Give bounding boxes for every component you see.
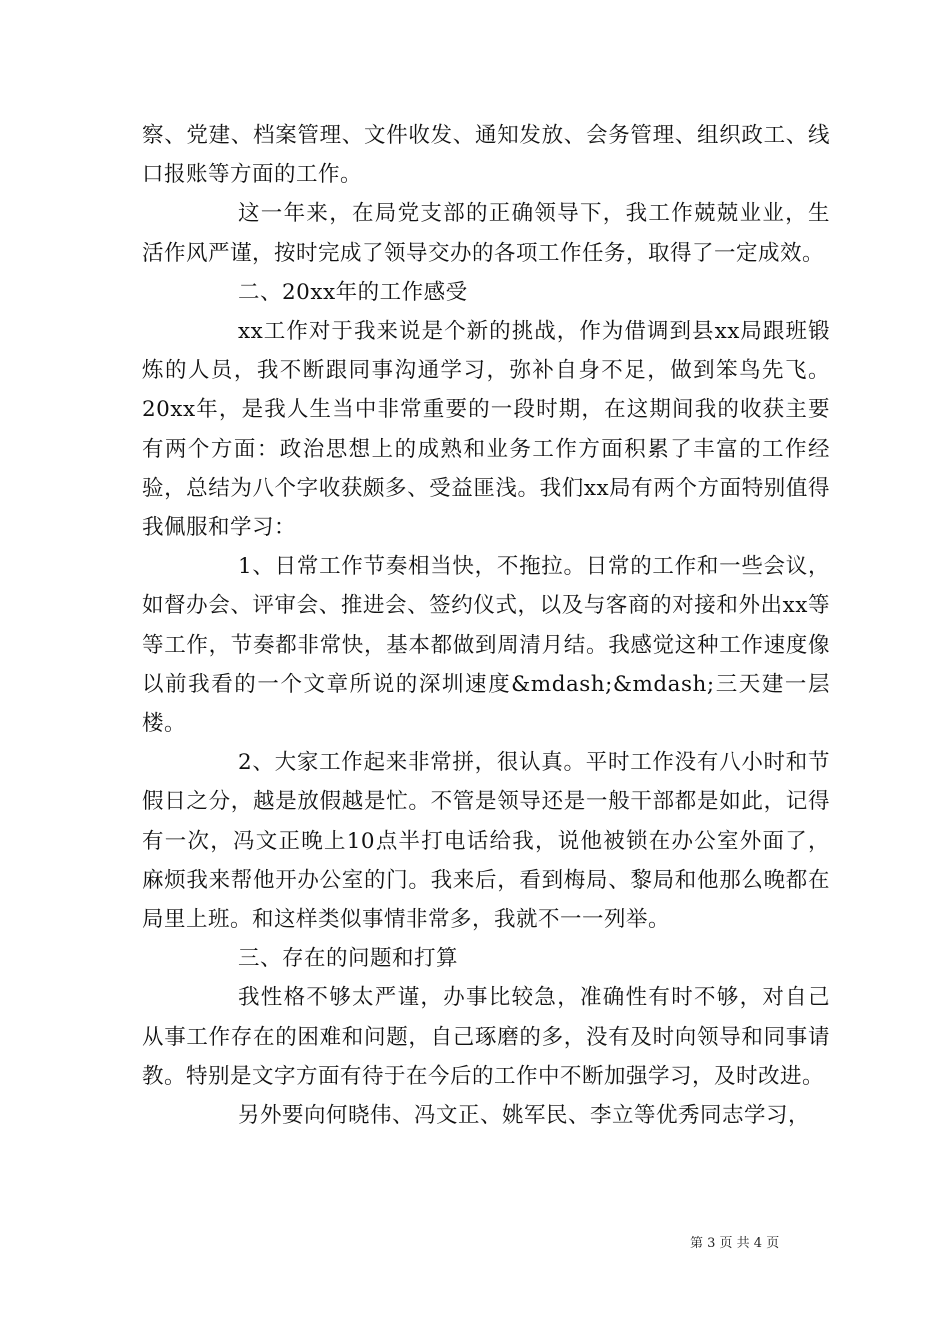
page-number-footer: 第 3 页 共 4 页 <box>690 1236 780 1251</box>
paragraph-2: 这一年来，在局党支部的正确领导下，我工作兢兢业业，生活作风严谨，按时完成了领导交办的各项工作任务，取得了一定成效。 <box>142 201 830 266</box>
paragraph-5: 2、大家工作起来非常拼，很认真。平时工作没有八小时和节假日之分，越是放假越是忙。不管是领导还是一般干部都是如此，记得有一次，冯文正晚上10点半打电话给我，说他被锁在办公室外面了，麻烦我来帮他开办公室的门。我来后，看到梅局、黎局和他那么晚都在局里上班。和这样类似事情非常多，我就不一一列举。 <box>142 750 830 933</box>
paragraph-7: 另外要向何晓伟、冯文正、姚军民、李立等优秀同志学习， <box>238 1103 811 1129</box>
paragraph-4: 1、日常工作节奏相当快，不拖拉。日常的工作和一些会议，如督办会、评审会、推进会、签约仪式，以及与客商的对接和外出xx等等工作，节奏都非常快，基本都做到周清月结。我感觉这种工作速度像以前我看的一个文章所说的深圳速度&mdash;&mdash;三天建一层楼。 <box>142 554 830 737</box>
document-body <box>142 116 830 1135</box>
section-heading-3: 三、存在的问题和打算 <box>238 946 459 972</box>
paragraph-1: 察、党建、档案管理、文件收发、通知发放、会务管理、组织政工、线口报账等方面的工作。 <box>142 123 830 188</box>
paragraph-3: xx工作对于我来说是个新的挑战，作为借调到县xx局跟班锻炼的人员，我不断跟同事沟通学习，弥补自身不足，做到笨鸟先飞。20xx年，是我人生当中非常重要的一段时期，在这期间我的收获主要有两个方面：政治思想上的成熟和业务工作方面积累了丰富的工作经验，总结为八个字收获颇多、受益匪浅。我们xx局有两个方面特别值得我佩服和学习： <box>142 319 830 541</box>
section-heading-2: 二、20xx年的工作感受 <box>238 279 468 305</box>
paragraph-6: 我性格不够太严谨，办事比较急，准确性有时不够，对自己从事工作存在的困难和问题，自己琢磨的多，没有及时向领导和同事请教。特别是文字方面有待于在今后的工作中不断加强学习，及时改进。 <box>142 985 830 1089</box>
